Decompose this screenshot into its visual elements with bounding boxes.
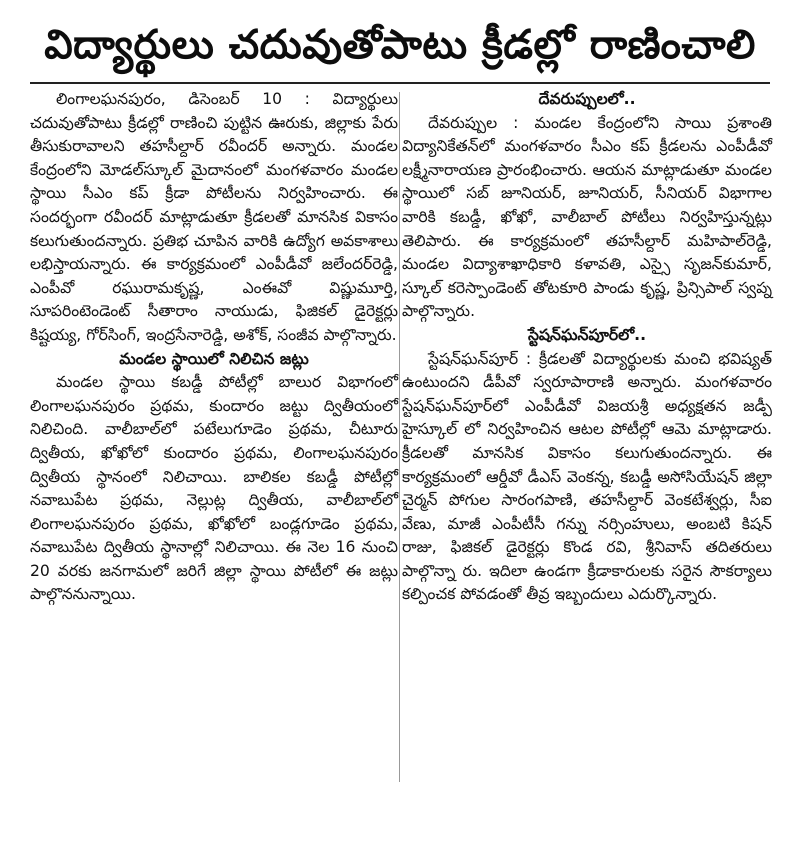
right-subheading-2: స్టేషన్‌ఘన్‌పూర్‌లో.. <box>527 325 646 344</box>
right-paragraph-2: స్టేషన్‌ఘన్‌పూర్ : క్రీడలతో విద్యార్థులకు మంచి భవిష్యత్ ఉంటుందని డీపీవో స్వరూపారాణి అన్నారు. మంగళవారం స్టేషన్‌ఘన్‌పూర్‌లో ఎంపీడీవో విజయశ్రీ అధ్యక్షతన జడ్పీ హైస్కూల్ లో నిర్వహించిన ఆటల పోటీల్లో ఆమె మాట్లాడారు. క్రీడలతో మానసిక వికాసం కలుగుతుందన్నారు. ఈ కార్యక్రమంలో ఆర్డీవో డీఎస్ వెంకన్న, కబడ్డీ అసోసియేషన్ జిల్లా చైర్మన్ పోగుల సారంగపాణి, తహసీల్దార్ వెంకటేశ్వర్లు, సీఐ వేణు, మాజీ ఎంపీటీసీ గన్ను నర్సింహులు, అంబటి కిషన్ రాజు, ఫిజికల్ డైరెక్టర్లు కొండ రవి, శ్రీనివాస్ తదితరులు పాల్గొన్నా రు. ఇదిలా ఉండగా క్రీడాకారులకు సరైన సౌకర్యాలు కల్పించక పోవడంతో తీవ్ర ఇబ్బందులు ఎదుర్కొన్నారు. <box>402 349 772 604</box>
headline-rule <box>30 82 770 84</box>
column-divider <box>399 92 400 782</box>
right-paragraph-1: దేవరుప్పుల : మండల కేంద్రంలోని సాయి ప్రశాంతి విద్యానికేతన్‌లో మంగళవారం సీఎం కప్ క్రీడలను ఎంపీడీవో లక్ష్మీనారాయణ ప్రారంభించారు. ఆయన మాట్లాడుతూ మండల స్థాయిలో సబ్ జూనియర్, జూనియర్, సీనియర్ విభాగాల వారికి కబడ్డీ, ఖోఖో, వాలీబాల్ పోటీలు నిర్వహిస్తున్నట్లు తెలిపారు. ఈ కార్యక్రమంలో తహసీల్దార్ మహిపాల్‌రెడ్డి, మండల విద్యాశాఖాధికారి కళావతి, ఎస్సై సృజన్‌కుమార్, స్కూల్ కరెస్పాండెంట్ తోటకూరి పాండు కృష్ణ, ప్రిన్సిపాల్ స్వప్న పాల్గొన్నారు. <box>402 113 772 321</box>
right-subheading-1: దేవరుప్పులలో.. <box>538 90 636 108</box>
left-paragraph-1: లింగాలఘనపురం, డిసెంబర్ 10 : విద్యార్థులు చదువుతోపాటు క్రీడల్లో రాణించి పుట్టిన ఊరుకు, జిల్లాకు పేరు తీసుకురావాలని తహసీల్దార్ రవీందర్ అన్నారు. మండల కేంద్రంలోని మోడల్‌స్కూల్ మైదానంలో మంగళవారం మండల స్థాయి సీఎం కప్ క్రీడా పోటీలను నిర్వహించారు. ఈ సందర్భంగా రవీందర్ మాట్లాడుతూ క్రీడలతో మానసిక వికాసం కలుగుతుందన్నారు. ప్రతిభ చూపిన వారికి ఉద్యోగ అవకాశాలు లభిస్తాయన్నారు. ఈ కార్యక్రమంలో ఎంపీడీవో జలేందర్‌రెడ్డి, ఎంపీవో రఘురామకృష్ణ, ఎంఈవో విష్ణుమూర్తి, సూపరింటెండెంట్ సీతారాం నాయుడు, ఫిజికల్ డైరెక్టర్లు కిష్టయ్య, గోర్‌సింగ్, ఇంద్రసేనారెడ్డి, అశోక్, సంజీవ పాల్గొన్నారు. <box>30 90 398 344</box>
right-column <box>402 88 772 788</box>
left-column <box>30 88 398 788</box>
headline: విద్యార్థులు చదువుతోపాటు క్రీడల్లో రాణించాలి <box>44 22 756 68</box>
left-subheading: మండల స్థాయిలో నిలిచిన జట్లు <box>119 349 309 368</box>
left-paragraph-2: మండల స్థాయి కబడ్డీ పోటీల్లో బాలుర విభాగంలో లింగాలఘనపురం ప్రథమ, కుందారం జట్టు ద్వితీయంలో నిలిచింది. వాలీబాల్‌లో పటేలుగూడెం ప్రథమ, చీటూరు ద్వితీయ, ఖోఖోలో కుందారం ప్రథమ, లింగాలఘనపురం ద్వితీయ స్థానంలో నిలిచాయి. బాలికల కబడ్డీ పోటీల్లో నవాబుపేట ప్రథమ, నెల్లుట్ల ద్వితీయ, వాలీబాల్‌లో లింగాలఘనపురం ప్రథమ, ఖోఖోలో బండ్లగూడెం ప్రథమ, నవాబుపేట ద్వితీయ స్థానాల్లో నిలిచాయి. ఈ నెల 16 నుంచి 20 వరకు జనగామలో జరిగే జిల్లా స్థాయి పోటీలో ఈ జట్లు పాల్గొననున్నాయి. <box>30 373 398 604</box>
